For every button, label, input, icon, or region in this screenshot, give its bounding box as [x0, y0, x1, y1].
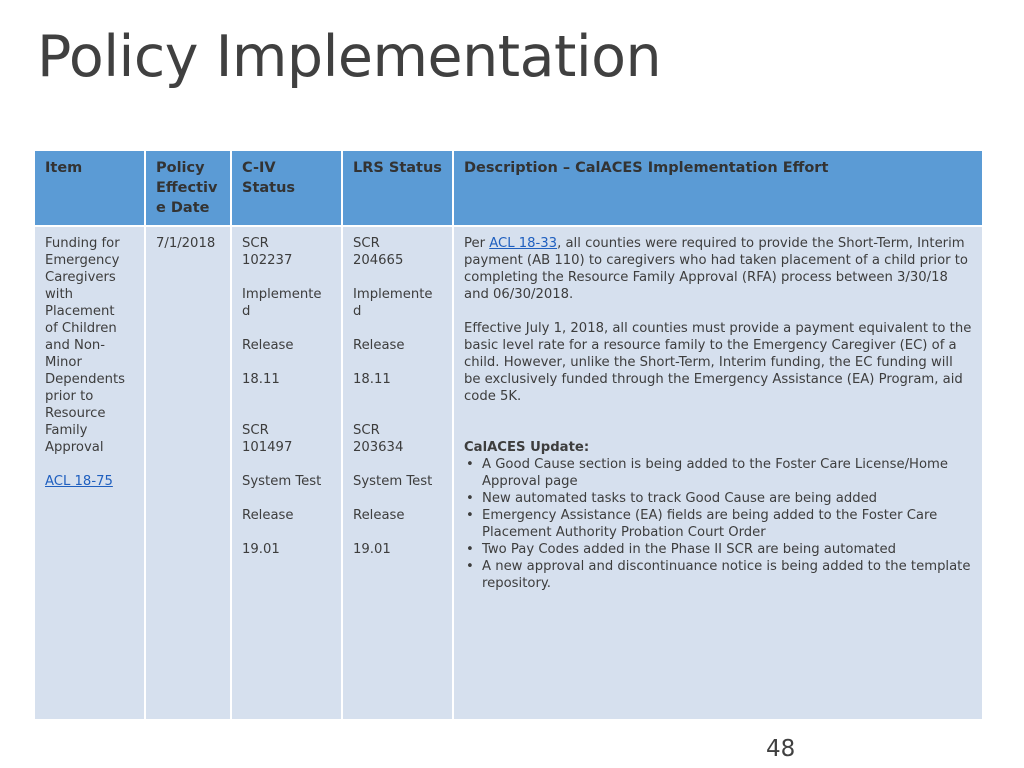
- header-date-text: Policy Effectiv e Date: [156, 160, 218, 216]
- header-description: Description – CalACES Implementation Effort: [453, 150, 983, 226]
- cell-policy-date: [145, 226, 231, 720]
- lrs-scr-label: SCR: [353, 236, 380, 251]
- c4-release-number: 18.11: [242, 372, 280, 387]
- c4-implemented-text: d: [242, 304, 251, 319]
- c4-release-label: Release: [242, 338, 294, 353]
- c4-scr-number: 102237: [242, 253, 293, 268]
- c4-implemented-text: Implemente: [242, 287, 322, 302]
- item-text: Funding for: [45, 236, 120, 251]
- list-item: • A new approval and discontinuance notice is being added to the template repository.: [482, 558, 972, 592]
- lrs-implemented-text: Implemente: [353, 287, 433, 302]
- item-text: Dependents: [45, 372, 125, 387]
- c4-scr-label: SCR: [242, 423, 269, 438]
- slide-title: Policy Implementation: [37, 24, 662, 90]
- header-policy-effective-date: [145, 150, 231, 226]
- list-item: • New automated tasks to track Good Cause are being added: [482, 490, 972, 507]
- cell-c4-status: [231, 226, 342, 720]
- lrs-scr-number: 203634: [353, 440, 404, 455]
- item-text: and Non-: [45, 338, 106, 353]
- lrs-release-label: Release: [353, 508, 405, 523]
- item-text: with: [45, 287, 73, 302]
- item-text: Placement: [45, 304, 115, 319]
- c4-scr-label: SCR: [242, 236, 269, 251]
- lrs-implemented-text: d: [353, 304, 362, 319]
- lrs-system-test: System Test: [353, 474, 433, 489]
- header-item: Item: [34, 150, 145, 226]
- header-lrs-status: LRS Status: [342, 150, 453, 226]
- page-number: 48: [766, 736, 796, 762]
- c4-system-test: System Test: [242, 474, 322, 489]
- lrs-scr-number: 204665: [353, 253, 404, 268]
- item-text: prior to: [45, 389, 94, 404]
- policy-table: [33, 149, 984, 721]
- item-text: Emergency: [45, 253, 120, 268]
- acl-18-33-link[interactable]: ACL 18-33: [489, 236, 558, 251]
- list-item: • Two Pay Codes added in the Phase II SCR are being automated: [482, 541, 972, 558]
- description-p1-text: , all counties were required to provide the Short-Term, Interim payment (AB 110) to caregivers who had taken placement of a child prior to completing the Resource Family Approval (RFA) process between 3/30/18 and 06/30/2018.: [464, 236, 968, 302]
- table-row: [34, 226, 983, 720]
- calaces-update-heading: CalACES Update:: [464, 440, 590, 455]
- item-text: Caregivers: [45, 270, 116, 285]
- header-c4-status: C-IV Status: [231, 150, 342, 226]
- description-paragraph-2: Effective July 1, 2018, all counties must provide a payment equivalent to the basic level rate for a resource family to the Emergency Caregiver (EC) of a child. However, unlike the Short-Term, Interim funding, the EC funding will be exclusively funded through the Emergency Assistance (EA) Program, aid code 5K.: [464, 321, 972, 404]
- item-text: Resource: [45, 406, 106, 421]
- policy-date-value: 7/1/2018: [156, 236, 216, 251]
- acl-18-75-link[interactable]: ACL 18-75: [45, 474, 113, 489]
- lrs-release-label: Release: [353, 338, 405, 353]
- cell-item: [34, 226, 145, 720]
- list-item: • Emergency Assistance (EA) fields are being added to the Foster Care Placement Authority Probation Court Order: [482, 507, 972, 541]
- table-header-row: [34, 150, 983, 226]
- item-text: Approval: [45, 440, 104, 455]
- item-text: Minor: [45, 355, 82, 370]
- list-item: • A Good Cause section is being added to the Foster Care License/Home Approval page: [482, 456, 972, 490]
- lrs-release-number: 18.11: [353, 372, 391, 387]
- c4-scr-number: 101497: [242, 440, 293, 455]
- lrs-scr-label: SCR: [353, 423, 380, 438]
- lrs-release-number: 19.01: [353, 542, 391, 557]
- cell-lrs-status: [342, 226, 453, 720]
- description-paragraph-1: [464, 235, 972, 303]
- cell-description: [453, 226, 983, 720]
- item-text: of Children: [45, 321, 117, 336]
- description-prefix: Per: [464, 236, 490, 251]
- c4-release-number: 19.01: [242, 542, 280, 557]
- update-list: [464, 456, 972, 592]
- c4-release-label: Release: [242, 508, 294, 523]
- item-text: Family: [45, 423, 88, 438]
